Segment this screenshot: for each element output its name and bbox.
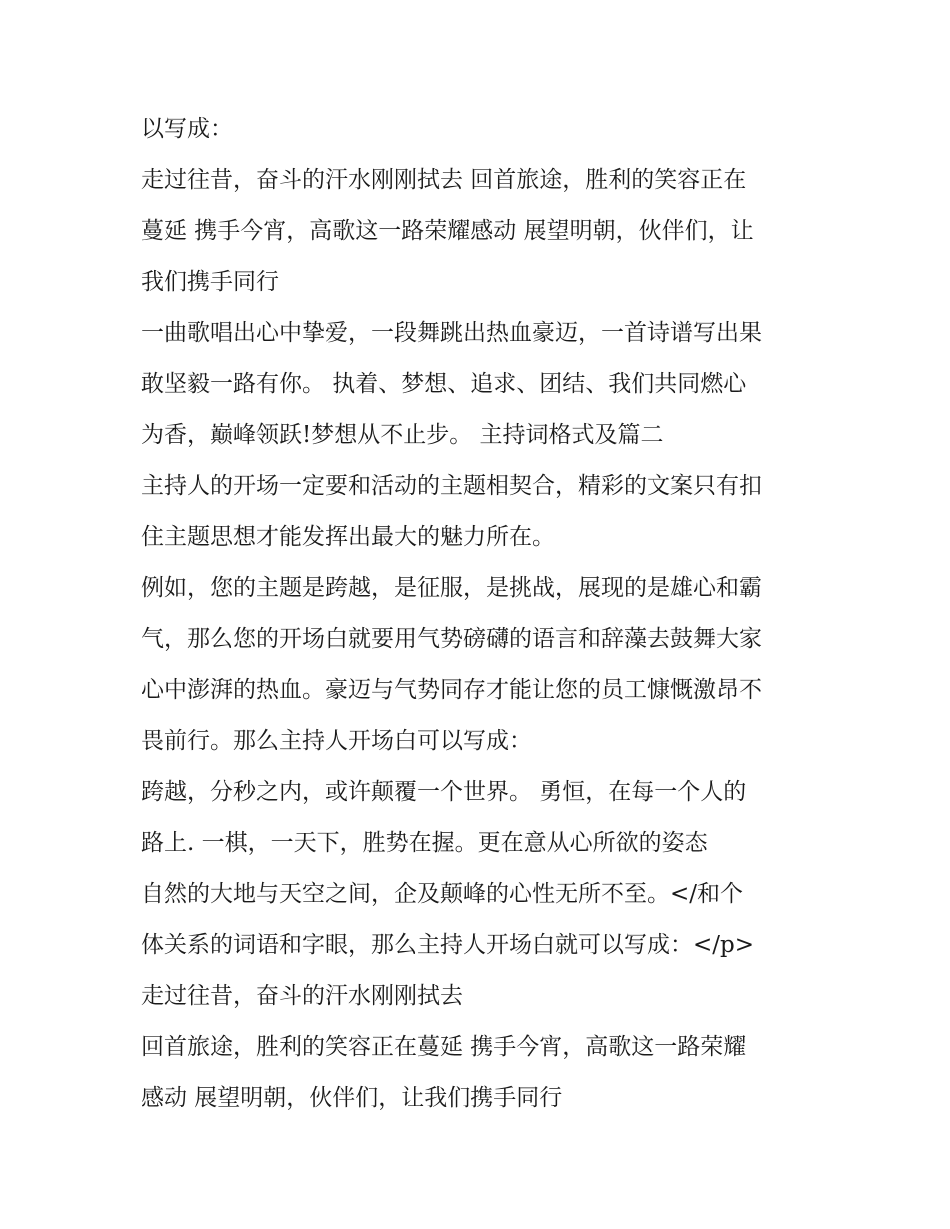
text-line: 住主题思想才能发挥出最大的魅力所在。	[141, 524, 555, 550]
text-line: 以写成：	[141, 116, 233, 142]
text-line: 敢坚毅一路有你。 执着、梦想、追求、团结、我们共同燃心	[141, 371, 747, 397]
text-line: 例如，您的主题是跨越，是征服，是挑战，展现的是雄心和霸	[141, 575, 762, 601]
text-line: 心中澎湃的热血。豪迈与气势同存才能让您的员工慷慨激昂不	[141, 677, 762, 703]
text-line: 蔓延 携手今宵，高歌这一路荣耀感动 展望明朝，伙伴们，让	[141, 218, 754, 244]
text-line: 跨越，分秒之内，或许颠覆一个世界。 勇恒，在每一个人的	[141, 779, 747, 805]
text-line: 走过往昔，奋斗的汗水刚刚拭去	[141, 983, 463, 1009]
text-line: 一曲歌唱出心中挚爱，一段舞跳出热血豪迈，一首诗谱写出果	[141, 320, 762, 346]
text-line: 路上. 一棋，一天下，胜势在握。更在意从心所欲的姿态	[141, 830, 708, 856]
text-line: 走过往昔，奋斗的汗水刚刚拭去 回首旅途，胜利的笑容正在	[141, 167, 747, 193]
text-line: 畏前行。那么主持人开场白可以写成：	[141, 728, 532, 754]
text-line: 气，那么您的开场白就要用气势磅礴的语言和辞藻去鼓舞大家	[141, 626, 762, 652]
text-line: 我们携手同行	[141, 269, 279, 295]
text-line: 感动 展望明朝，伙伴们，让我们携手同行	[141, 1085, 563, 1111]
text-line: 回首旅途，胜利的笑容正在蔓延 携手今宵，高歌这一路荣耀	[141, 1034, 747, 1060]
text-line: 主持人的开场一定要和活动的主题相契合，精彩的文案只有扣	[141, 473, 762, 499]
text-line: 体关系的词语和字眼，那么主持人开场白就可以写成：</p>	[141, 932, 755, 958]
text-line: 自然的大地与天空之间，企及颠峰的心性无所不至。</和个	[141, 881, 744, 907]
text-line: 为香，巅峰领跃!梦想从不止步。 主持词格式及篇二	[141, 422, 664, 448]
body-text	[141, 104, 821, 1124]
